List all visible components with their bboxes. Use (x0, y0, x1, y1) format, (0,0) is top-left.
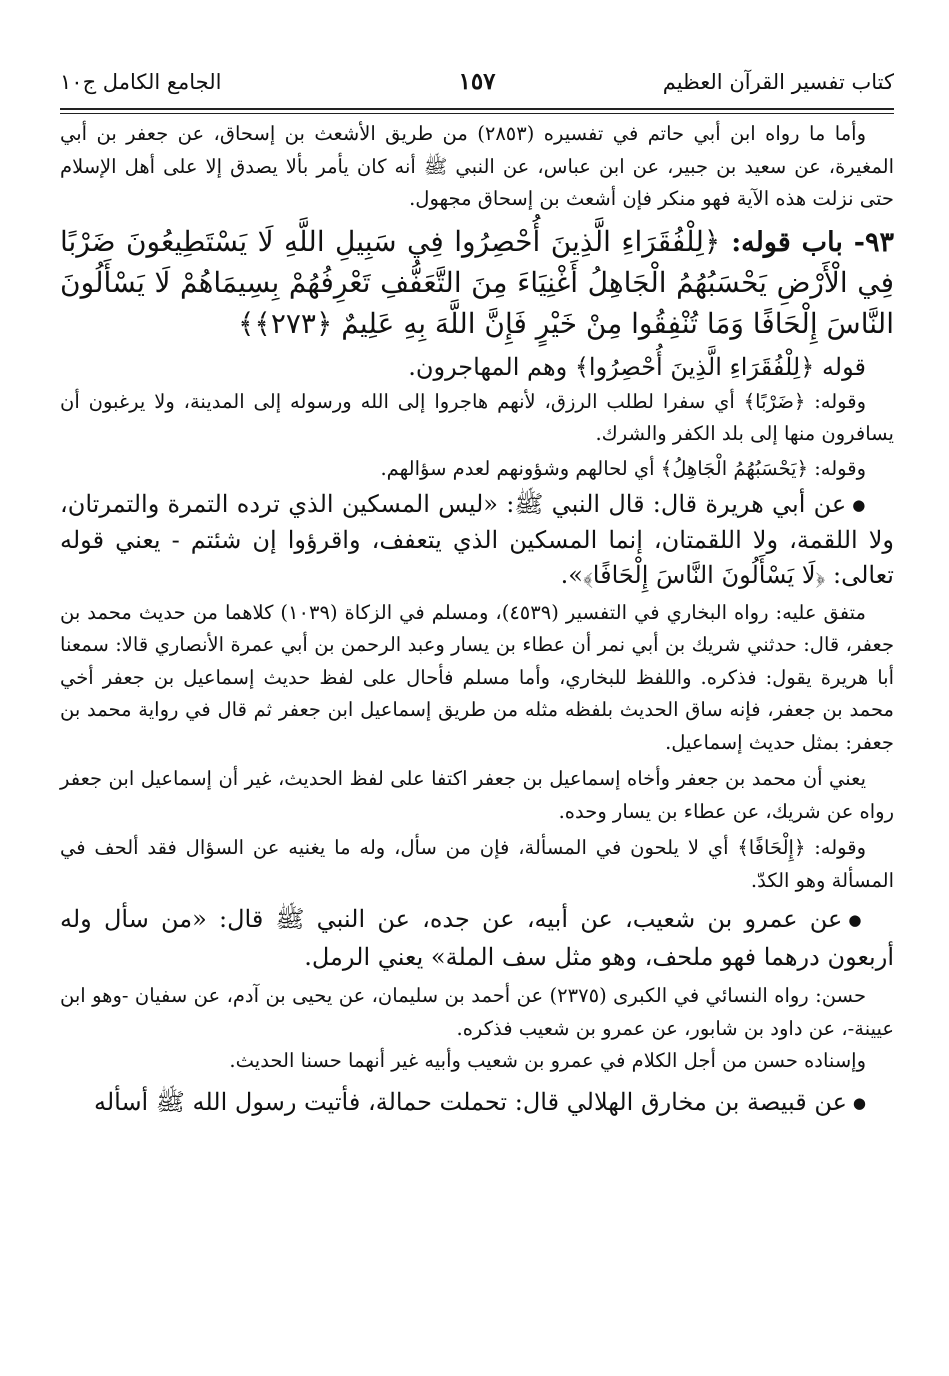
header-rule-thin (60, 113, 894, 114)
hadith-text: عن قبيصة بن مخارق الهلالي قال: تحملت حمالة، فأتيت رسول الله ﷺ أسأله (93, 1087, 847, 1116)
chapter-label: ٩٣- باب قوله: (731, 226, 895, 258)
hadith-qabisa (60, 1084, 894, 1122)
bullet-icon: ● (852, 495, 866, 514)
paragraph-ismail: يعني أن محمد بن جعفر وأخاه إسماعيل بن جعفر اكتفا على لفظ الحديث، غير أن إسماعيل ابن جعفر رواه عن شريك، عن عطاء بن يسار وحده. (60, 767, 894, 823)
paragraph-ilhafan: وقوله: ﴿إِلْحَافًا﴾ أي لا يلحون في المسألة، فإن من سأل، وله ما يغنيه عن السؤال فقد ألحف في المسألة وهو الكدّ. (60, 836, 894, 892)
page-body (60, 118, 894, 1122)
book-title: كتاب تفسير القرآن العظيم (662, 70, 894, 94)
takhrij-muttafaq: متفق عليه: رواه البخاري في التفسير (٤٥٣٩)، ومسلم في الزكاة (١٠٣٩) كلاهما من حديث محمد بن جعفر، قال: حدثني شريك بن أبي نمر أن عطاء بن يسار وعبد الرحمن بن أبي عمرة الأنصاري قالا: سمعنا أبا هريرة يقول: فذكره. واللفظ للبخاري، وأما مسلم فأحال على لفظ حديث إسماعيل بن جعفر أخي محمد بن جعفر، فإنه ساق الحديث بلفظه مثله من طريق إسماعيل ابن جعفر ثم قال في رواية محمد بن جعفر: بمثل حديث إسماعيل. (60, 600, 894, 754)
bullet-icon: ● (848, 911, 867, 929)
bullet-icon: ● (852, 1093, 866, 1112)
paragraph-darban: وقوله: ﴿ضَرْبًا﴾ أي سفرا لطلب الرزق، لأنهم هاجروا إلى الله ورسوله إلى المدينة، ولا يرغبون أن يسافرون منها إلى بلد الكفر والشرك. (60, 389, 894, 445)
hadith-abu-hurayra (60, 487, 894, 593)
chapter-verse: ﴿لِلْفُقَرَاءِ الَّذِينَ أُحْصِرُوا فِي سَبِيلِ اللَّهِ لَا يَسْتَطِيعُونَ ضَرْبًا فِي الْأَرْضِ يَحْسَبُهُمُ الْجَاهِلُ أَغْنِيَاءَ مِنَ التَّعَفُّفِ تَعْرِفُهُمْ بِسِيمَاهُمْ لَا يَسْأَلُونَ النَّاسَ إِلْحَافًا وَمَا تُنْفِقُوا مِنْ خَيْرٍ فَإِنَّ اللَّهَ بِهِ عَلِيمٌ ﴿٢٧٣﴾﴾ (60, 224, 894, 340)
page-header (60, 62, 894, 106)
hadith-text: عن عمرو بن شعيب، عن أبيه، عن جده، عن النبي ﷺ قال: «من سأل وله أربعون درهما فهو ملحف، وهو مثل سف الملة» يعني الرمل. (60, 905, 894, 971)
volume-title: الجامع الكامل ج١٠ (60, 70, 222, 94)
hadith-amr-bin-shuayb (60, 901, 894, 976)
paragraph-ibn-abi-hatim: وأما ما رواه ابن أبي حاتم في تفسيره (٢٨٥٣) من طريق الأشعث بن إسحاق، عن جعفر بن أبي المغيرة، عن سعيد بن جبير، عن ابن عباس، عن النبي ﷺ أنه كان يأمر بألا يصدق إلا على أهل الإسلام حتى نزلت هذه الآية فهو منكر فإن أشعث بن إسحاق مجهول. (60, 122, 894, 210)
paragraph-isnad-hasan: وإسناده حسن من أجل الكلام في عمرو بن شعيب وأبيه غير أنهما حسنا الحديث. (229, 1049, 866, 1072)
chapter-heading (60, 222, 894, 345)
header-rule-thick (60, 108, 894, 110)
page-number: ١٥٧ (458, 68, 496, 95)
paragraph-yahsabuhum: وقوله: ﴿يَحْسَبُهُمُ الْجَاهِلُ﴾ أي لحالهم وشؤونهم لعدم سؤالهم. (380, 456, 866, 480)
takhrij-nasai: حسن: رواه النسائي في الكبرى (٢٣٧٥) عن أحمد بن سليمان، عن يحيى بن آدم، عن سفيان -وهو ابن عيينة-، عن داود بن شابور، عن عمرو بن شعيب فذكره. (60, 984, 894, 1040)
paragraph-muhajirun: قوله ﴿لِلْفُقَرَاءِ الَّذِينَ أُحْصِرُوا﴾ وهم المهاجرون. (408, 352, 866, 381)
hadith-text: عن أبي هريرة قال: قال النبي ﷺ: «ليس المسكين الذي ترده التمرة والتمرتان، ولا اللقمة، ولا اللقمتان، إنما المسكين الذي يتعفف، واقرؤوا إن شئتم - يعني قوله تعالى: ﴿لَا يَسْأَلُونَ النَّاسَ إِلْحَافًا﴾». (60, 489, 895, 589)
